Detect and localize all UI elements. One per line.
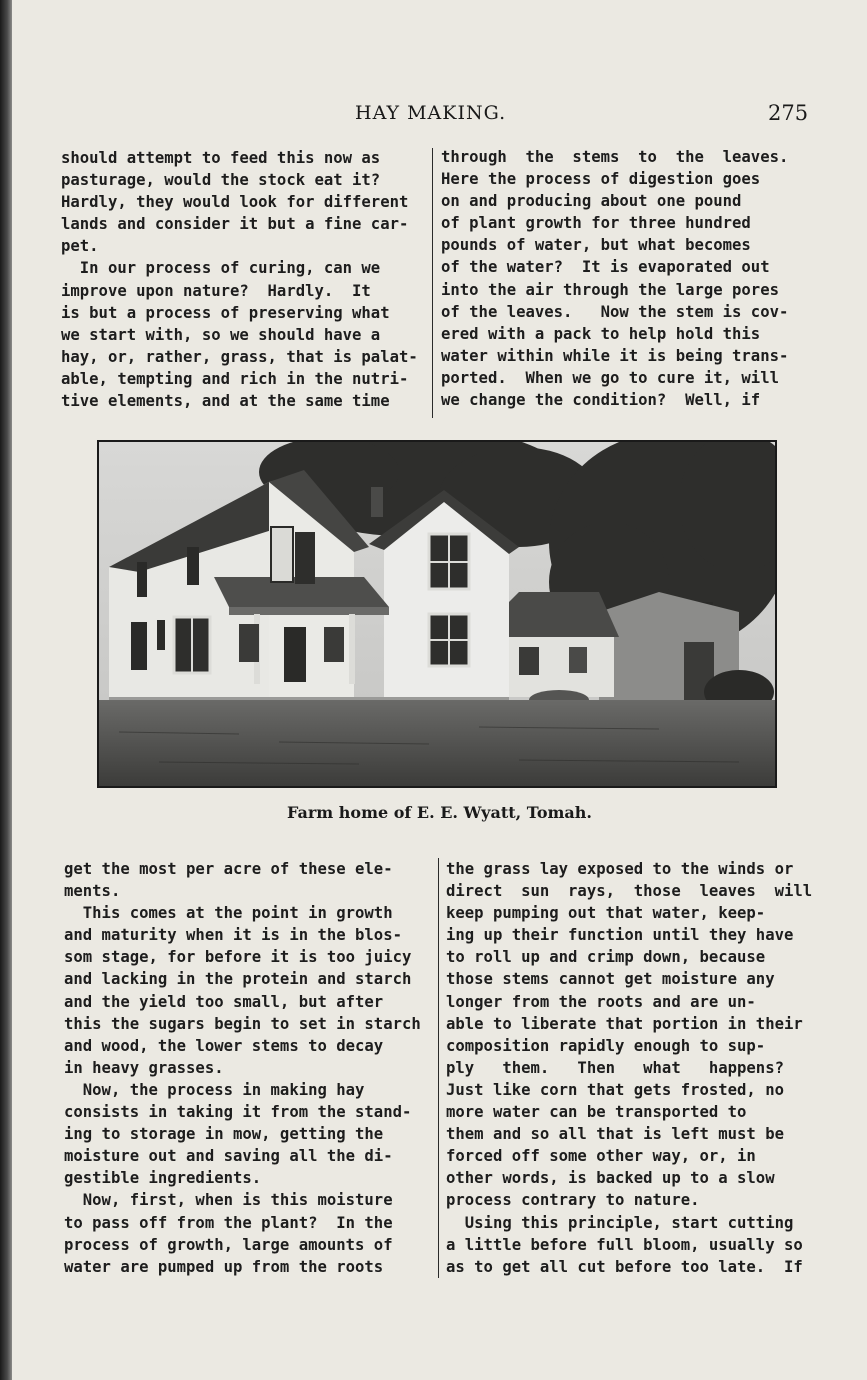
text-line: som stage, for before it is too juicy [64,948,412,967]
text-line: a little before full bloom, usually so [446,1235,803,1254]
text-line: the grass lay exposed to the winds or [446,860,794,878]
text-line: process contrary to nature. [446,1191,700,1210]
book-page [12,0,867,1380]
text-line: other words, is backed up to a slow [446,1169,775,1188]
column-rule-bottom [438,858,439,1278]
text-line: more water can be transported to [446,1103,747,1122]
text-line: ments. [64,882,121,901]
text-line: ing to storage in mow, getting the [64,1125,384,1144]
figure-caption: Farm home of E. E. Wyatt, Tomah. [286,803,592,822]
text-line: get the most per acre of these ele- [64,860,393,878]
text-line: of the leaves. Now the stem is cov- [441,302,789,321]
text-line: and lacking in the protein and starch [64,970,412,989]
text-line: longer from the roots and are un- [446,992,756,1011]
text-line: this the sugars begin to set in starch [64,1014,421,1033]
text-line: ported. When we go to cure it, will [441,368,779,387]
text-line: keep pumping out that water, keep- [446,904,766,923]
text-line: Just like corn that gets frosted, no [446,1080,784,1099]
text-line: forced off some other way, or, in [446,1147,756,1166]
text-line: able to liberate that portion in their [446,1014,803,1033]
top-right-column [441,146,821,411]
text-line: those stems cannot get moisture any [446,970,775,989]
text-line: in heavy grasses. [64,1058,224,1077]
text-line: able, tempting and rich in the nutri- [61,369,409,388]
text-line: gestible ingredients. [64,1169,262,1188]
text-line: water within while it is being trans- [441,346,789,365]
text-line: composition rapidly enough to sup- [446,1036,766,1055]
text-line: ered with a pack to help hold this [441,324,761,343]
text-line: of plant growth for three hundred [441,214,751,233]
text-line: Hardly, they would look for different [61,193,409,212]
bottom-right-column [446,858,821,1278]
text-line: and maturity when it is in the blos- [64,926,402,945]
text-line: water are pumped up from the roots [64,1257,384,1276]
text-line: we change the condition? Well, if [441,391,761,410]
text-line: Using this principle, start cutting [446,1213,794,1232]
text-line: lands and consider it but a fine car- [61,215,409,234]
text-line: In our process of curing, can we [61,259,381,278]
text-line: moisture out and saving all the di- [64,1147,393,1166]
text-line: we start with, so we should have a [61,325,381,344]
text-line: to pass off from the plant? In the [64,1213,393,1232]
running-head [12,102,867,132]
text-line: process of growth, large amounts of [64,1235,393,1254]
text-line: pounds of water, but what becomes [441,236,751,255]
page-number: 275 [768,101,809,125]
column-rule-top [432,148,433,418]
text-line: into the air through the large pores [441,280,779,299]
text-line: should attempt to feed this now as [61,149,381,167]
text-line: through the stems to the leaves. [441,148,789,166]
text-line: on and producing about one pound [441,192,742,211]
top-left-column [61,147,433,412]
text-line: improve upon nature? Hardly. It [61,281,371,300]
running-title: HAY MAKING. [355,102,507,124]
text-line: consists in taking it from the stand- [64,1103,412,1122]
text-line: as to get all cut before too late. If [446,1257,803,1276]
text-line: direct sun rays, those leaves will [446,882,813,901]
text-line: ply them. Then what happens? [446,1058,784,1077]
text-line: Now, first, when is this moisture [64,1191,393,1210]
text-line: tive elements, and at the same time [61,392,390,411]
text-line: Here the process of digestion goes [441,170,761,189]
text-line: of the water? It is evaporated out [441,258,770,277]
text-line: ing up their function until they have [446,926,794,945]
farmhouse-photo [97,440,777,788]
text-line: to roll up and crimp down, because [446,948,766,967]
text-line: them and so all that is left must be [446,1125,784,1144]
text-line: pasturage, would the stock eat it? [61,171,381,190]
text-line: pet. [61,237,99,256]
text-line: is but a process of preserving what [61,303,390,322]
book-spine-edge [0,0,12,1380]
text-line: Now, the process in making hay [64,1080,365,1099]
text-line: and the yield too small, but after [64,992,384,1011]
text-line: This comes at the point in growth [64,904,393,923]
bottom-left-column [64,858,436,1278]
text-line: and wood, the lower stems to decay [64,1036,384,1055]
text-line: hay, or, rather, grass, that is palat- [61,347,418,366]
